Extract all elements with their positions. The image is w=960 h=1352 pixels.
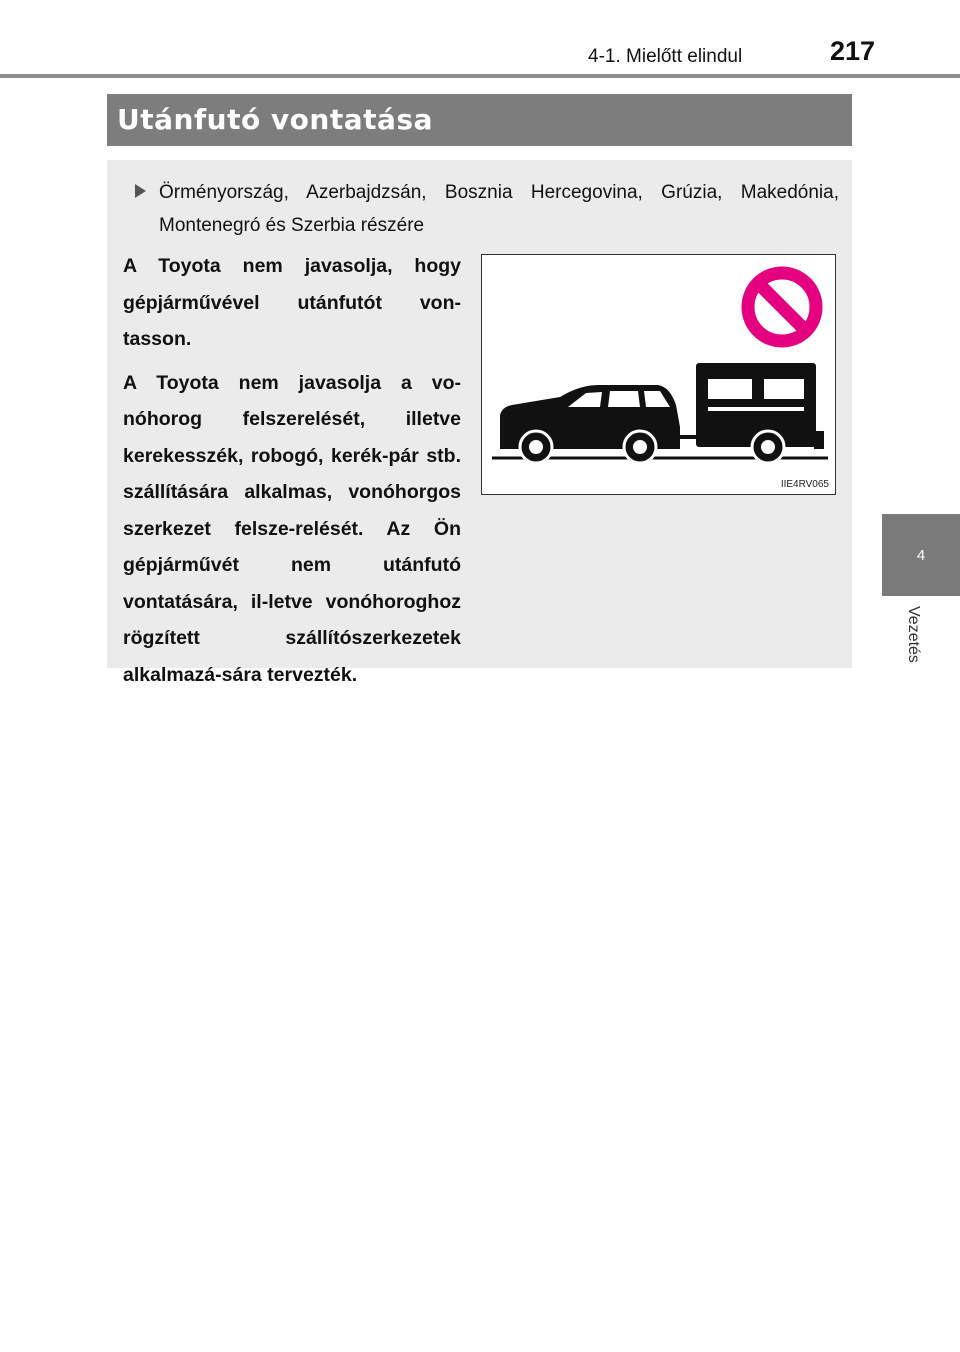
running-header-section: 4-1. Mielőtt elindul — [588, 46, 743, 67]
figure-code: IIE4RV065 — [780, 479, 829, 490]
page-number: 217 — [830, 36, 876, 66]
paragraph-2: A Toyota nem javasolja a vo-nóhorog felszerelését, illetve kerekesszék, robogó, kerék-pár stb. szállítására alkalmas, vonóhorgos szerkezet felsze-relését. Az Ön gépjárművét nem utánfutó vontatására, il-letve vonóhoroghoz rögzített szállítószerkezetek alkalmazá-sára tervezték. — [123, 371, 461, 686]
body-text — [123, 248, 461, 700]
towing-illustration-svg — [482, 255, 835, 494]
chapter-number: 4 — [916, 546, 926, 564]
triangle-bullet-icon — [135, 184, 146, 198]
towing-illustration — [481, 254, 836, 495]
content-box — [107, 160, 852, 686]
paragraph-1: A Toyota nem javasolja, hogy gépjárművével utánfutót von-tasson. — [123, 255, 461, 350]
chapter-tab[interactable] — [882, 514, 960, 596]
section-title: Utánfutó vontatása — [107, 94, 852, 146]
subheading: Örményország, Azerbajdzsán, Bosznia Hercegovina, Grúzia, Makedónia, Montenegró és Szerbia részére — [159, 182, 839, 236]
chapter-title: Vezetés — [905, 606, 922, 663]
car-icon — [500, 385, 680, 463]
hitch-bar — [678, 435, 698, 439]
header-rule — [0, 74, 960, 78]
trailer-icon — [696, 363, 824, 463]
prohibition-icon — [748, 273, 816, 341]
